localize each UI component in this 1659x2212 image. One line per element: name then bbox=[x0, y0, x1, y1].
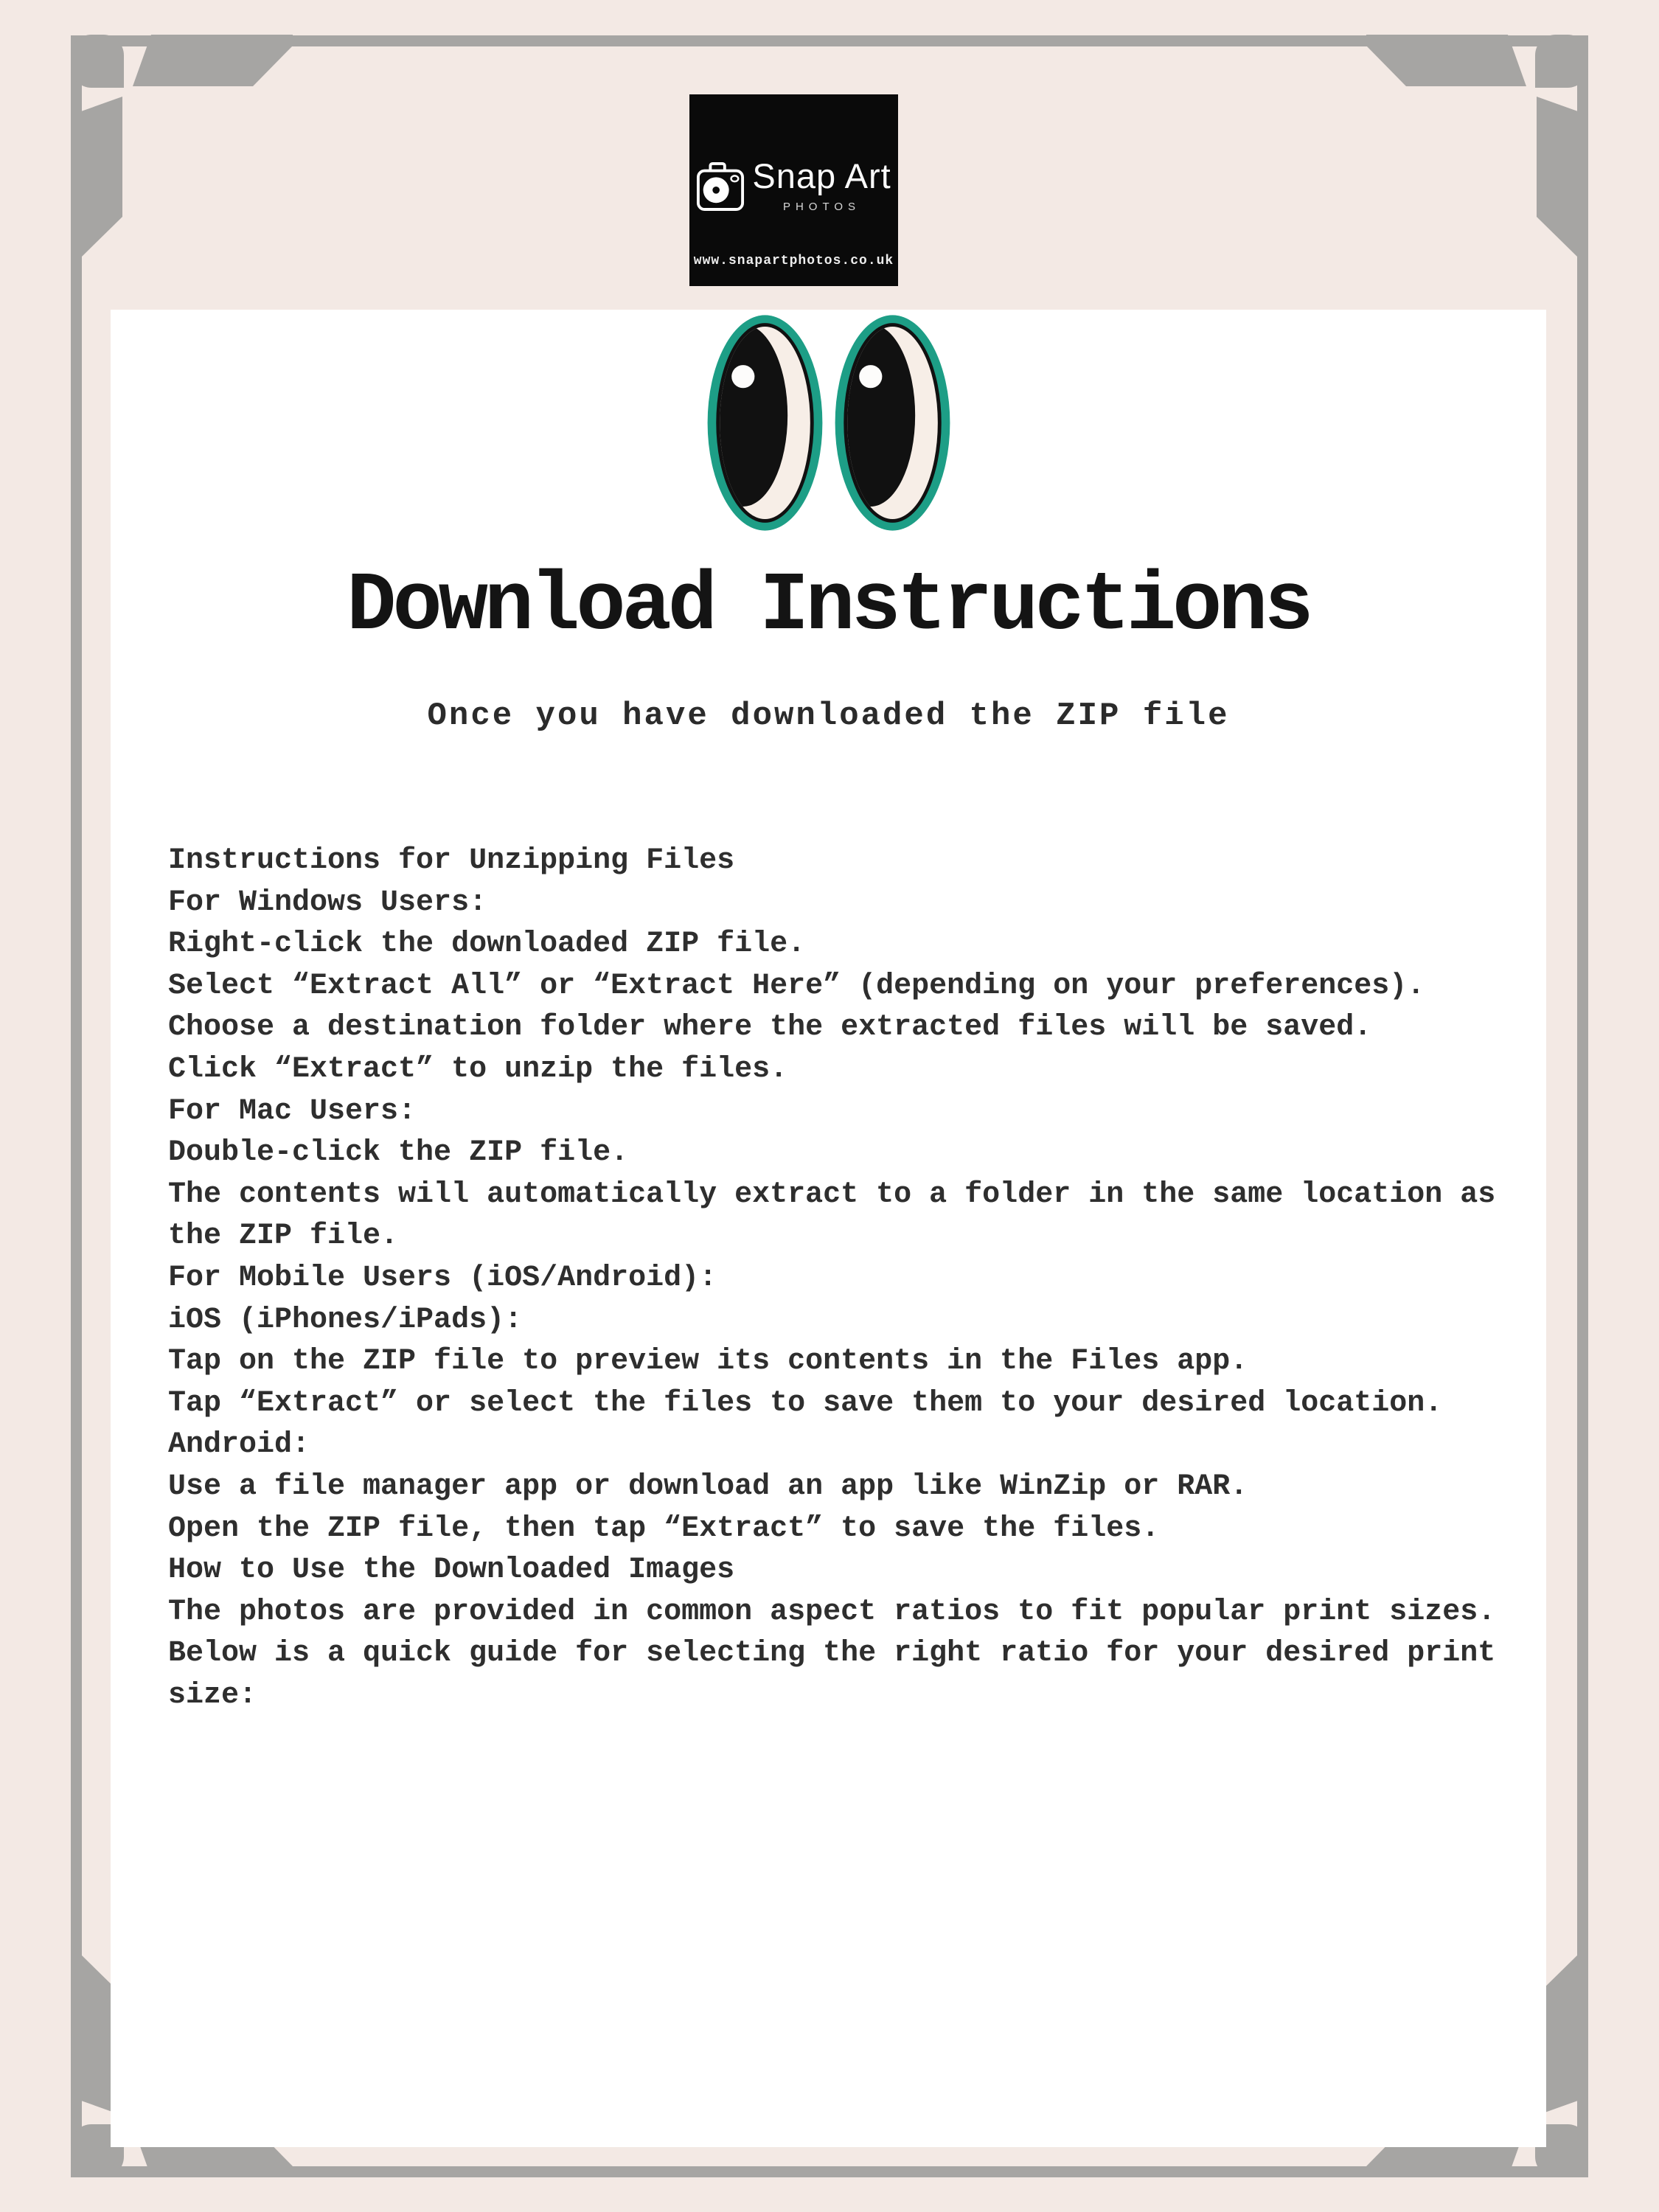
body-line: Android: bbox=[168, 1428, 310, 1462]
body-line: For Mac Users: bbox=[168, 1094, 417, 1128]
instructions-text bbox=[168, 841, 1554, 1717]
frame-corner-ornament bbox=[1366, 35, 1588, 257]
body-line: The contents will automatically extract to a folder in the same location as bbox=[168, 1178, 1496, 1211]
body-line: Tap “Extract” or select the files to save them to your desired location. bbox=[168, 1386, 1443, 1420]
body-line: Select “Extract All” or “Extract Here” (depending on your preferences). bbox=[168, 969, 1425, 1003]
eyes-icon bbox=[111, 313, 1546, 532]
ribbon-petal bbox=[71, 35, 124, 88]
camera-icon bbox=[696, 158, 745, 216]
frame-band-right bbox=[1577, 35, 1588, 2177]
eye-left-icon bbox=[705, 313, 825, 532]
body-line: Right-click the downloaded ZIP file. bbox=[168, 928, 806, 961]
logo-row bbox=[696, 158, 891, 216]
body-line: the ZIP file. bbox=[168, 1220, 399, 1253]
frame-corner-ornament bbox=[71, 35, 293, 257]
frame-band-left bbox=[71, 35, 82, 2177]
body-line: The photos are provided in common aspect ratios to fit popular print sizes. bbox=[168, 1595, 1496, 1629]
body-line: Use a file manager app or download an app like WinZip or RAR. bbox=[168, 1470, 1248, 1503]
frame-band-bottom bbox=[71, 2166, 1588, 2177]
frame-band-top bbox=[71, 35, 1588, 46]
document-panel bbox=[111, 310, 1546, 2147]
logo-texts bbox=[752, 158, 891, 213]
body-line: Open the ZIP file, then tap “Extract” to save the files. bbox=[168, 1512, 1160, 1545]
body-line: Below is a quick guide for selecting the right ratio for your desired print bbox=[168, 1637, 1496, 1671]
logo-website: www.snapartphotos.co.uk bbox=[693, 254, 894, 268]
body-line: Double-click the ZIP file. bbox=[168, 1136, 629, 1170]
body-line: Choose a destination folder where the extracted files will be saved. bbox=[168, 1011, 1372, 1045]
page-subtitle: Once you have downloaded the ZIP file bbox=[427, 698, 1230, 734]
body-line: For Mobile Users (iOS/Android): bbox=[168, 1261, 717, 1295]
body-line: size: bbox=[168, 1678, 257, 1712]
page-title: Download Instructions bbox=[347, 560, 1310, 653]
logo-tagline: PHOTOS bbox=[782, 201, 861, 213]
body-line: For Windows Users: bbox=[168, 886, 487, 919]
eye-right-icon bbox=[832, 313, 953, 532]
body-line: Click “Extract” to unzip the files. bbox=[168, 1052, 788, 1086]
body-line: How to Use the Downloaded Images bbox=[168, 1554, 735, 1587]
logo bbox=[689, 94, 898, 286]
logo-brand: Snap Art bbox=[752, 156, 891, 195]
body-line: iOS (iPhones/iPads): bbox=[168, 1303, 523, 1337]
body-line: Instructions for Unzipping Files bbox=[168, 844, 735, 877]
body-line: Tap on the ZIP file to preview its contents in the Files app. bbox=[168, 1345, 1248, 1379]
